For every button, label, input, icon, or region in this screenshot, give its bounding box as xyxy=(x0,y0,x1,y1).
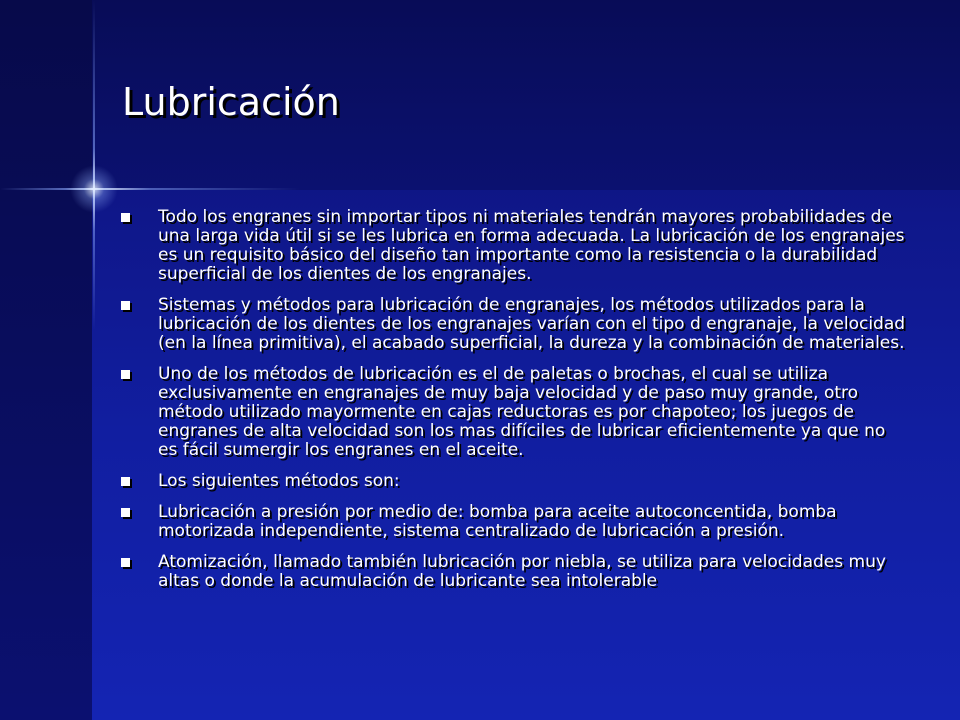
bullet-list xyxy=(118,208,908,603)
bullet-text: Atomización, llamado también lubricación por niebla, se utiliza para velocidades muy altas o donde la acumulación de lubricante sea intolerable xyxy=(158,552,886,591)
square-bullet-icon xyxy=(121,477,130,486)
bullet-item xyxy=(118,296,908,353)
bullet-item xyxy=(118,472,908,491)
square-bullet-icon xyxy=(121,558,130,567)
star-flare-glow xyxy=(70,165,118,213)
left-background-band xyxy=(0,0,92,720)
bullet-item xyxy=(118,553,908,591)
square-bullet-icon xyxy=(121,213,130,222)
star-flare-horizontal xyxy=(0,188,300,190)
bullet-text: Lubricación a presión por medio de: bomba para aceite autoconcentida, bomba motorizada independiente, sistema centralizado de lubricación a presión. xyxy=(158,502,837,541)
bullet-text: Sistemas y métodos para lubricación de engranajes, los métodos utilizados para la lubricación de los dientes de los engranajes varían con el tipo d engranaje, la velocidad (en la línea primitiva), el acabado superficial, la dureza y la combinación de materiales. xyxy=(158,295,906,353)
slide-title: Lubricación xyxy=(122,80,340,124)
square-bullet-icon xyxy=(121,301,130,310)
square-bullet-icon xyxy=(121,370,130,379)
bullet-item xyxy=(118,208,908,284)
bullet-item xyxy=(118,503,908,541)
bullet-text: Los siguientes métodos son: xyxy=(158,471,400,491)
bullet-text: Todo los engranes sin importar tipos ni materiales tendrán mayores probabilidades de una larga vida útil si se les lubrica en forma adecuada. La lubricación de los engranajes es un requisito básico del diseño tan importante como la resistencia o la durabilidad superficial de los dientes de los engranajes. xyxy=(158,207,905,284)
square-bullet-icon xyxy=(121,508,130,517)
bullet-text: Uno de los métodos de lubricación es el de paletas o brochas, el cual se utiliza exclusivamente en engranajes de muy baja velocidad y de paso muy grande, otro método utilizado mayormente en cajas reductoras es por chapoteo; los juegos de engranes de alta velocidad son los mas difíciles de lubricar eficientemente ya que no es fácil sumergir los engranes en el aceite. xyxy=(158,364,886,460)
bullet-item xyxy=(118,365,908,460)
